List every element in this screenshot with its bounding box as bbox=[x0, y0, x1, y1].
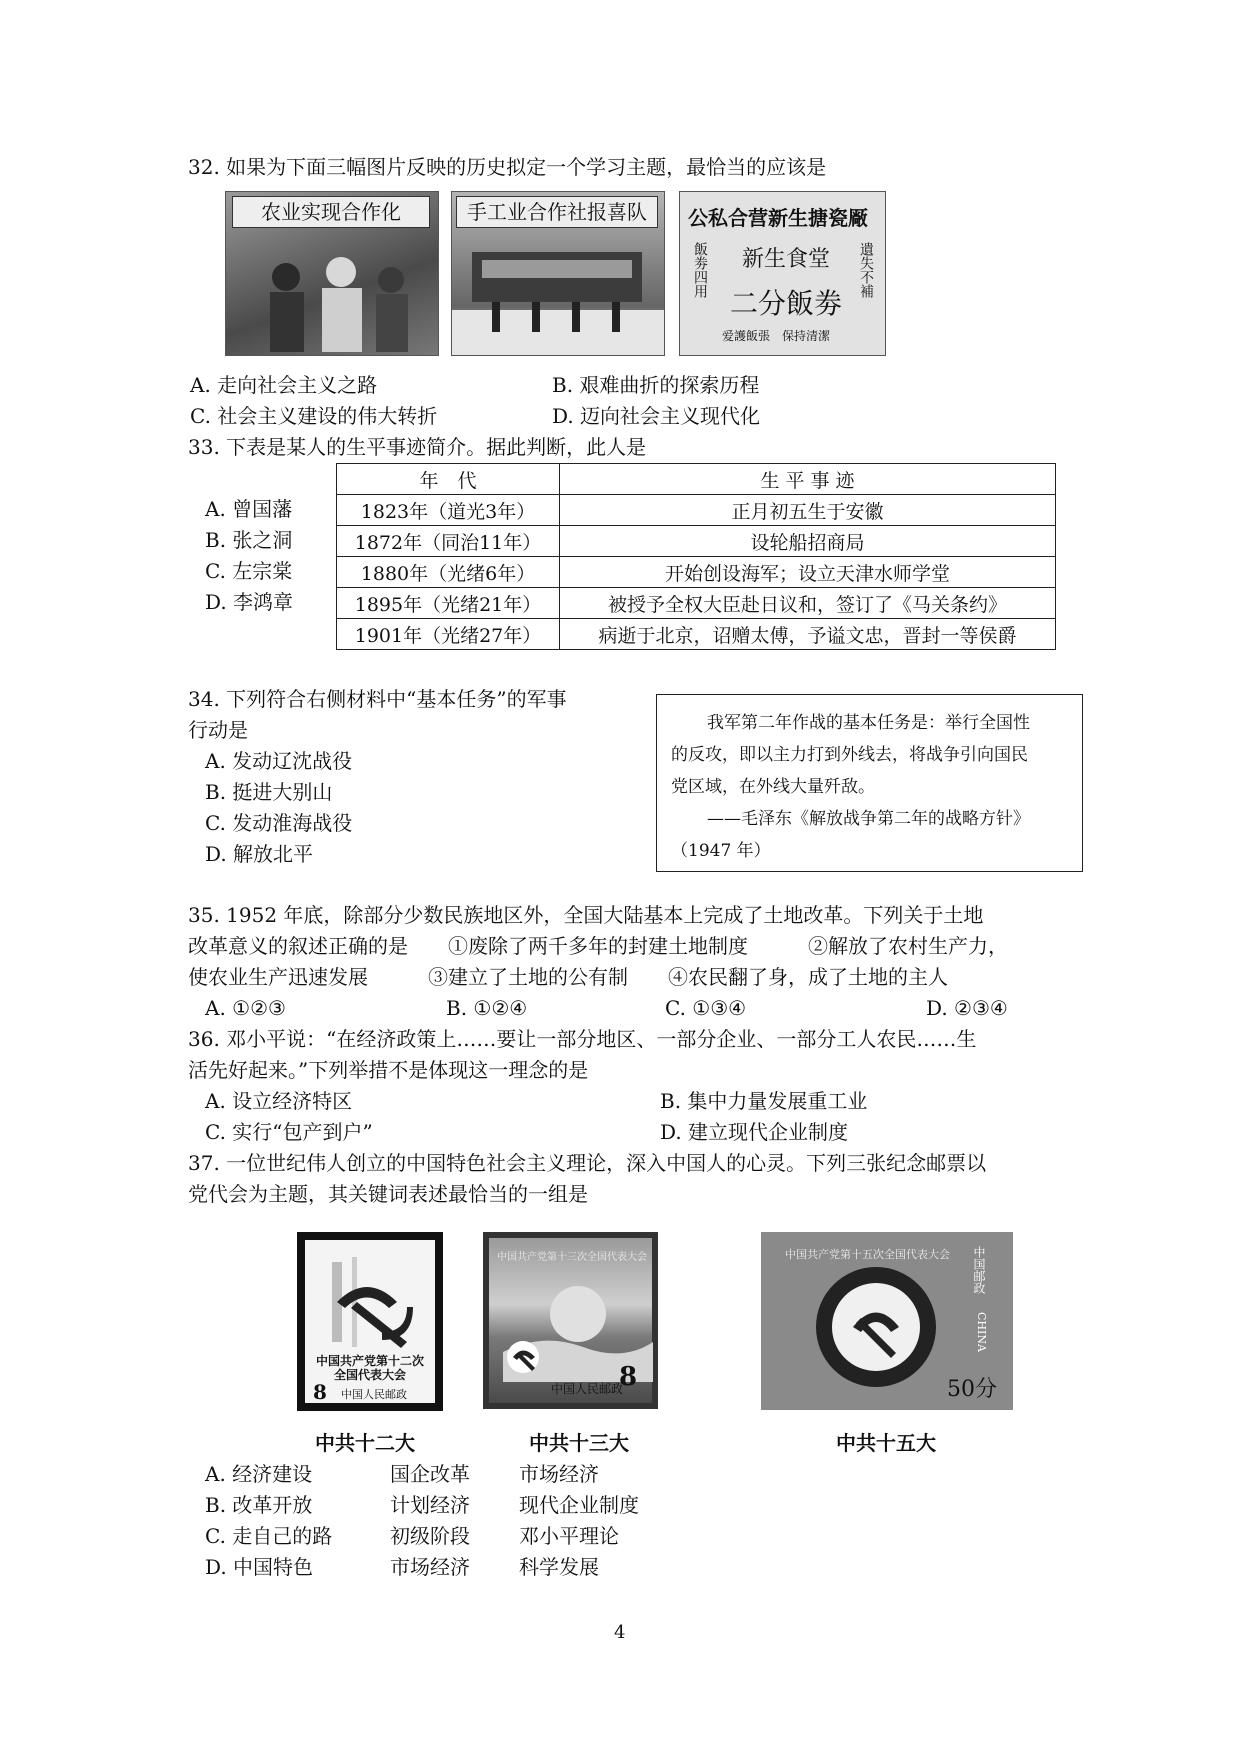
q32-option-a: A. 走向社会主义之路 bbox=[190, 373, 378, 397]
stamp3-china: CHINA bbox=[975, 1312, 988, 1352]
ticket-left-text: 飯劵四用 bbox=[692, 242, 708, 298]
stamp2-value: 8 bbox=[619, 1362, 638, 1392]
ticket-center-2: 二分飯劵 bbox=[730, 287, 843, 320]
q33-option-a: A. 曾国藩 bbox=[205, 497, 293, 521]
q33-option-c: C. 左宗棠 bbox=[205, 559, 293, 583]
stamp2-title: 中国共产党第十三次全国代表大会 bbox=[497, 1252, 647, 1263]
stamp1-post: 中国人民邮政 bbox=[341, 1388, 407, 1401]
q34-option-d: D. 解放北平 bbox=[205, 842, 314, 866]
stamp3-value: 50分 bbox=[947, 1377, 997, 1402]
q36-option-a: A. 设立经济特区 bbox=[205, 1089, 353, 1113]
q32-option-b: B. 艰难曲折的探索历程 bbox=[552, 373, 760, 397]
table-header-row bbox=[337, 464, 1056, 495]
table-row bbox=[337, 557, 1056, 588]
material-line: 党区域，在外线大量歼敌。 bbox=[671, 777, 875, 797]
stamp-caption-12: 中共十二大 bbox=[315, 1431, 415, 1455]
table-row bbox=[337, 495, 1056, 526]
q34-material-box bbox=[656, 694, 1083, 872]
table-cell-year: 1895年（光绪21年） bbox=[337, 588, 560, 619]
q37-line2: 党代会为主题，其关键词表述最恰当的一组是 bbox=[188, 1182, 588, 1206]
ticket-center-1: 新生食堂 bbox=[742, 247, 831, 272]
q34-option-a: A. 发动辽沈战役 bbox=[205, 749, 353, 773]
q35-line2: 改革意义的叙述正确的是 ①废除了两千多年的封建土地制度 ②解放了农村生产力， bbox=[188, 934, 1008, 958]
q37-option-d-1: D. 中国特色 bbox=[205, 1555, 314, 1579]
q36-line2: 活先好起来。”下列举措不是体现这一理念的是 bbox=[188, 1058, 589, 1082]
table-cell-event: 病逝于北京，诏赠太傅，予谥文忠，晋封一等侯爵 bbox=[560, 619, 1056, 650]
material-line: 的反攻，即以主力打到外线去，将战争引向国民 bbox=[671, 745, 1028, 765]
q32-photo1-caption: 农业实现合作化 bbox=[232, 196, 430, 228]
q36-line1: 36. 邓小平说：“在经济政策上……要让一部分地区、一部分企业、一部分工人农民……生 bbox=[188, 1027, 977, 1051]
stamp3-title: 中国共产党第十五次全国代表大会 bbox=[785, 1248, 950, 1261]
q33-stem: 33. 下表是某人的生平事迹简介。据此判断，此人是 bbox=[188, 435, 647, 459]
ticket-bottom: 爱護飯張 保持清潔 bbox=[722, 329, 831, 343]
table-cell-year: 1880年（光绪6年） bbox=[337, 557, 560, 588]
q37-option-b-1: B. 改革开放 bbox=[205, 1493, 313, 1517]
q33-option-d: D. 李鸿章 bbox=[205, 590, 294, 614]
table-cell-event: 正月初五生于安徽 bbox=[560, 495, 1056, 526]
stamp-caption-15: 中共十五大 bbox=[836, 1431, 936, 1455]
q32-photo2-caption: 手工业合作社报喜队 bbox=[456, 196, 658, 228]
q37-option-d-3: 科学发展 bbox=[519, 1555, 599, 1579]
q34-stem-line2: 行动是 bbox=[188, 718, 248, 742]
q35-option-a: A. ①②③ bbox=[205, 996, 286, 1020]
table-row bbox=[337, 526, 1056, 557]
stamp-13th-congress bbox=[483, 1232, 658, 1409]
ticket-title: 公私合营新生搪瓷厰 bbox=[688, 206, 868, 230]
q37-option-c-2: 初级阶段 bbox=[390, 1524, 470, 1548]
q37-option-d-2: 市场经济 bbox=[390, 1555, 470, 1579]
table-cell-event: 被授予全权大臣赴日议和，签订了《马关条约》 bbox=[560, 588, 1056, 619]
q35-option-d: D. ②③④ bbox=[926, 996, 1008, 1020]
q35-option-c: C. ①③④ bbox=[665, 996, 747, 1020]
q32-photo-handicraft bbox=[451, 191, 665, 356]
q37-line1: 37. 一位世纪伟人创立的中国特色社会主义理论，深入中国人的心灵。下列三张纪念邮票以 bbox=[188, 1151, 987, 1175]
q32-option-c: C. 社会主义建设的伟大转折 bbox=[190, 404, 438, 428]
ticket-right-text: 遺失不補 bbox=[858, 242, 874, 298]
table-cell-event: 设轮船招商局 bbox=[560, 526, 1056, 557]
q34-option-b: B. 挺进大别山 bbox=[205, 780, 333, 804]
q37-option-b-3: 现代企业制度 bbox=[519, 1493, 639, 1517]
q32-stem: 32. 如果为下面三幅图片反映的历史拟定一个学习主题，最恰当的应该是 bbox=[188, 155, 827, 179]
parade-photo-icon bbox=[452, 192, 664, 355]
stamp2-post: 中国人民邮政 bbox=[551, 1382, 624, 1396]
material-source: ——毛泽东《解放战争第二年的战略方针》 bbox=[707, 809, 1030, 829]
q34-stem-line1: 34. 下列符合右侧材料中“基本任务”的军事 bbox=[188, 687, 567, 711]
q34-option-c: C. 发动淮海战役 bbox=[205, 811, 353, 835]
q33-biography-table bbox=[336, 463, 1056, 650]
q32-meal-ticket bbox=[679, 191, 886, 356]
q37-option-a-2: 国企改革 bbox=[390, 1462, 470, 1486]
table-header-year: 年 代 bbox=[337, 464, 560, 495]
material-line: 我军第二年作战的基本任务是：举行全国性 bbox=[707, 713, 1030, 733]
q37-option-a-3: 市场经济 bbox=[519, 1462, 599, 1486]
stamp1-value: 8 bbox=[313, 1380, 327, 1404]
table-cell-year: 1872年（同治11年） bbox=[337, 526, 560, 557]
q32-photo-agriculture bbox=[225, 191, 439, 356]
table-cell-year: 1901年（光绪27年） bbox=[337, 619, 560, 650]
page-number: 4 bbox=[614, 1622, 626, 1643]
stamp1-title: 中国共产党第十二次全国代表大会 bbox=[315, 1354, 424, 1382]
stamp3-post: 中国邮政 bbox=[972, 1246, 986, 1294]
q35-line3: 使农业生产迅速发展 ③建立了土地的公有制 ④农民翻了身，成了土地的主人 bbox=[188, 965, 948, 989]
table-row bbox=[337, 588, 1056, 619]
q37-option-c-1: C. 走自己的路 bbox=[205, 1524, 333, 1548]
stamp-caption-13: 中共十三大 bbox=[529, 1431, 629, 1455]
table-cell-event: 开始创设海军；设立天津水师学堂 bbox=[560, 557, 1056, 588]
q37-option-c-3: 邓小平理论 bbox=[519, 1524, 619, 1548]
q37-option-b-2: 计划经济 bbox=[390, 1493, 470, 1517]
material-year: （1947 年） bbox=[671, 841, 771, 861]
q33-option-b: B. 张之洞 bbox=[205, 528, 293, 552]
table-cell-year: 1823年（道光3年） bbox=[337, 495, 560, 526]
stamp-15th-congress bbox=[761, 1232, 1013, 1410]
stamp-12th-congress bbox=[297, 1232, 443, 1411]
q36-option-c: C. 实行“包产到户” bbox=[205, 1120, 373, 1144]
farmers-photo-icon bbox=[226, 192, 438, 355]
q35-option-b: B. ①②④ bbox=[446, 996, 528, 1020]
q37-option-a-1: A. 经济建设 bbox=[205, 1462, 313, 1486]
q35-line1: 35. 1952 年底，除部分少数民族地区外，全国大陆基本上完成了土地改革。下列关于土地 bbox=[188, 903, 984, 927]
table-header-events: 生 平 事 迹 bbox=[560, 464, 1056, 495]
q36-option-b: B. 集中力量发展重工业 bbox=[660, 1089, 868, 1113]
table-row bbox=[337, 619, 1056, 650]
q36-option-d: D. 建立现代企业制度 bbox=[660, 1120, 849, 1144]
q32-option-d: D. 迈向社会主义现代化 bbox=[552, 404, 761, 428]
